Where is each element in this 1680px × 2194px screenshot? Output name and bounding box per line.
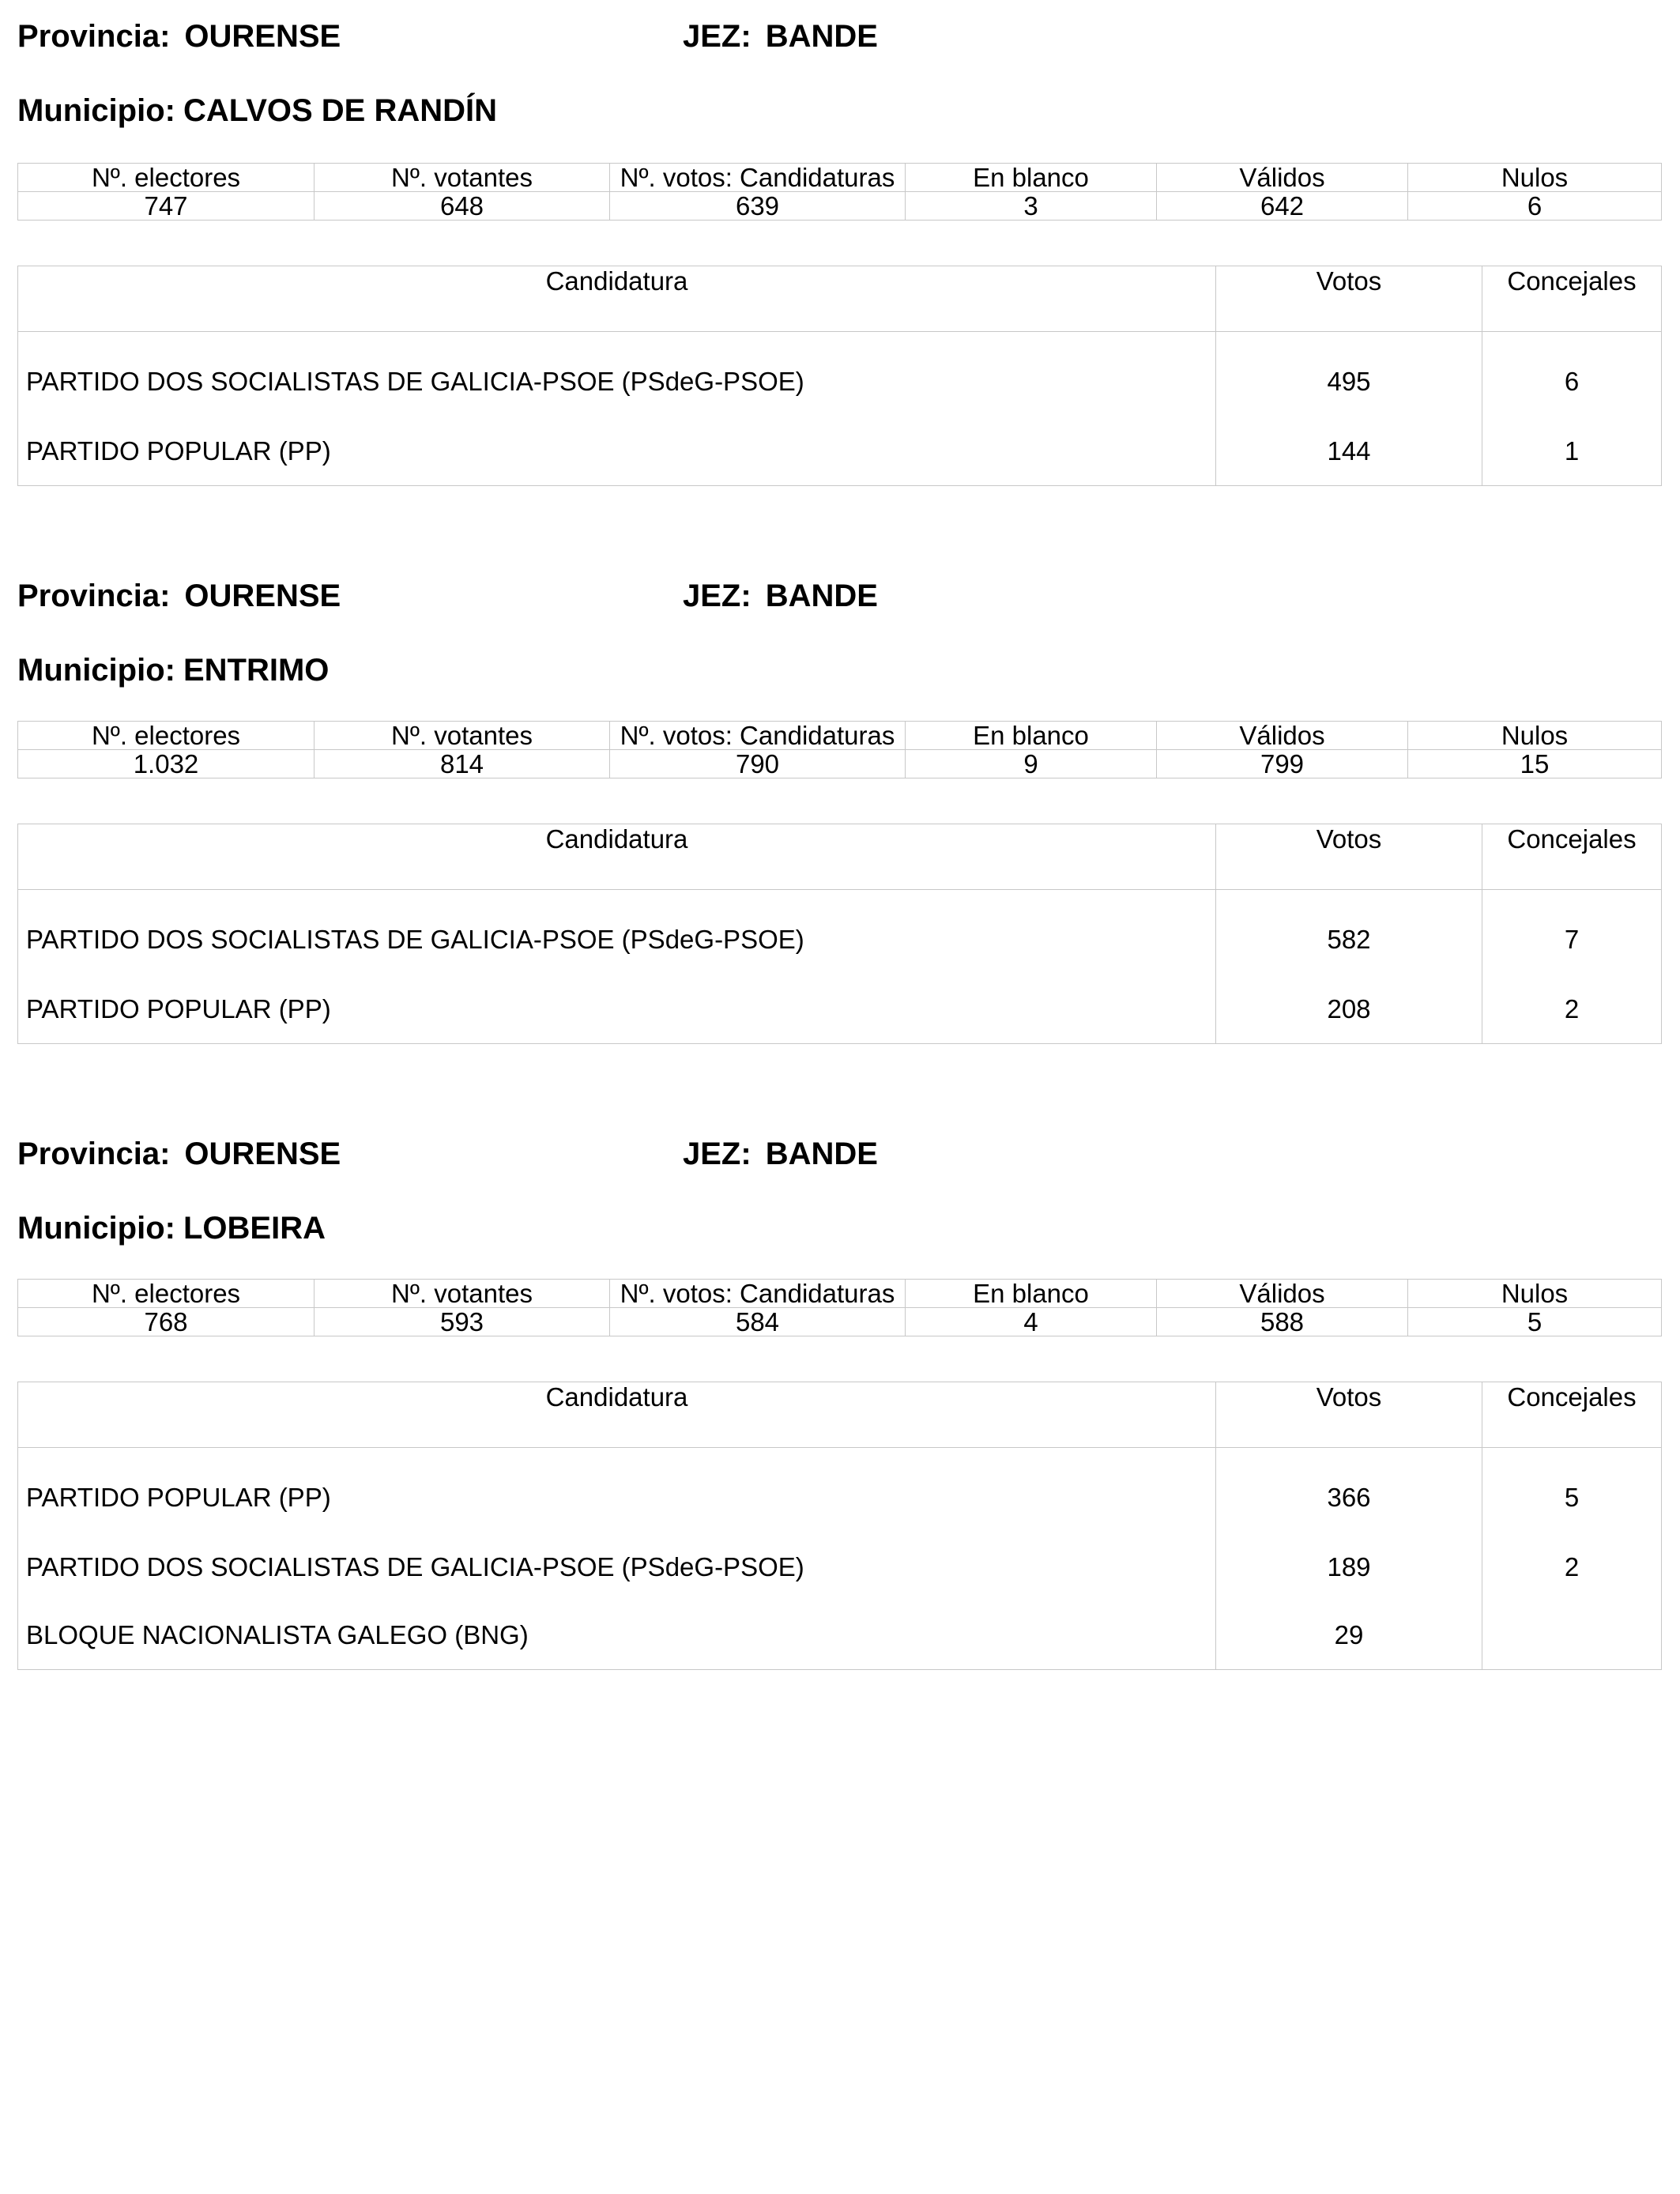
candidatura-concejales: 1 [1482,417,1662,486]
votantes-value: 814 [315,750,610,778]
jez-heading: JEZ: BANDE [683,579,878,613]
candidaturas-table [17,824,1662,1044]
nulos-value: 15 [1408,750,1662,778]
candidatura-votos: 582 [1216,890,1482,976]
electores-header: Nº. electores [18,722,315,750]
table-row [18,890,1662,976]
nulos-header: Nulos [1408,164,1662,192]
nulos-header: Nulos [1408,1280,1662,1308]
jez-value: BANDE [765,1137,878,1171]
summary-header-row [18,164,1662,192]
jez-heading: JEZ: BANDE [683,1137,878,1171]
validos-header: Válidos [1157,1280,1408,1308]
electores-value: 1.032 [18,750,315,778]
candidatura-concejales: 2 [1482,1533,1662,1601]
votantes-header: Nº. votantes [315,1280,610,1308]
votos-header: Votos [1216,824,1482,890]
candidatura-name: PARTIDO POPULAR (PP) [18,417,1216,486]
validos-value: 642 [1157,192,1408,221]
candidatura-concejales: 6 [1482,332,1662,418]
candidatura-name: PARTIDO POPULAR (PP) [18,975,1216,1044]
provincia-heading: Provincia: OURENSE [17,19,341,54]
candidaturas-table [17,1382,1662,1670]
municipio-heading: Municipio: LOBEIRA [17,1211,326,1246]
provincia-heading: Provincia: OURENSE [17,1137,341,1171]
candidaturas-header-row [18,824,1662,890]
jez-value: BANDE [765,579,878,613]
votos-candidaturas-header: Nº. votos: Candidaturas [610,722,906,750]
en-blanco-value: 3 [906,192,1157,221]
table-row [18,1448,1662,1534]
provincia-heading: Provincia: OURENSE [17,579,341,613]
summary-table [17,163,1662,221]
candidatura-votos: 208 [1216,975,1482,1044]
candidatura-name: PARTIDO POPULAR (PP) [18,1448,1216,1534]
en-blanco-header: En blanco [906,164,1157,192]
concejales-header: Concejales [1482,266,1662,332]
municipio-value: ENTRIMO [183,653,330,688]
candidaturas-table [17,266,1662,486]
summary-header-row [18,1280,1662,1308]
validos-header: Válidos [1157,164,1408,192]
summary-table [17,1279,1662,1336]
votos-header: Votos [1216,1382,1482,1448]
summary-header-row [18,722,1662,750]
electores-header: Nº. electores [18,164,315,192]
votantes-header: Nº. votantes [315,164,610,192]
electores-value: 747 [18,192,315,221]
table-row [18,417,1662,486]
candidatura-name: PARTIDO DOS SOCIALISTAS DE GALICIA-PSOE (PSdeG-PSOE) [18,332,1216,418]
candidaturas-header-row [18,266,1662,332]
nulos-value: 6 [1408,192,1662,221]
municipio-heading: Municipio: CALVOS DE RANDÍN [17,93,498,128]
votantes-value: 593 [315,1308,610,1336]
candidatura-header: Candidatura [18,266,1216,332]
candidatura-votos: 144 [1216,417,1482,486]
summary-value-row [18,192,1662,221]
municipio-value: CALVOS DE RANDÍN [183,93,498,128]
provincia-value: OURENSE [184,1137,341,1171]
votos-candidaturas-value: 790 [610,750,906,778]
candidatura-concejales: 7 [1482,890,1662,976]
table-row [18,975,1662,1044]
votos-candidaturas-header: Nº. votos: Candidaturas [610,164,906,192]
electores-value: 768 [18,1308,315,1336]
validos-value: 799 [1157,750,1408,778]
candidatura-header: Candidatura [18,824,1216,890]
en-blanco-header: En blanco [906,722,1157,750]
jez-heading: JEZ: BANDE [683,19,878,54]
candidatura-concejales: 5 [1482,1448,1662,1534]
summary-table [17,721,1662,778]
validos-value: 588 [1157,1308,1408,1336]
table-row [18,1601,1662,1670]
table-row [18,332,1662,418]
en-blanco-header: En blanco [906,1280,1157,1308]
municipio-value: LOBEIRA [183,1211,326,1246]
candidatura-votos: 29 [1216,1601,1482,1670]
nulos-value: 5 [1408,1308,1662,1336]
nulos-header: Nulos [1408,722,1662,750]
summary-value-row [18,750,1662,778]
en-blanco-value: 9 [906,750,1157,778]
votos-candidaturas-header: Nº. votos: Candidaturas [610,1280,906,1308]
votos-candidaturas-value: 584 [610,1308,906,1336]
provincia-value: OURENSE [184,19,341,54]
provincia-value: OURENSE [184,579,341,613]
electores-header: Nº. electores [18,1280,315,1308]
candidatura-header: Candidatura [18,1382,1216,1448]
votos-header: Votos [1216,266,1482,332]
votos-candidaturas-value: 639 [610,192,906,221]
candidatura-votos: 366 [1216,1448,1482,1534]
candidatura-name: PARTIDO DOS SOCIALISTAS DE GALICIA-PSOE (PSdeG-PSOE) [18,890,1216,976]
candidaturas-header-row [18,1382,1662,1448]
votantes-header: Nº. votantes [315,722,610,750]
concejales-header: Concejales [1482,824,1662,890]
municipio-heading: Municipio: ENTRIMO [17,653,330,688]
candidatura-name: PARTIDO DOS SOCIALISTAS DE GALICIA-PSOE (PSdeG-PSOE) [18,1533,1216,1601]
summary-value-row [18,1308,1662,1336]
jez-value: BANDE [765,19,878,54]
candidatura-concejales: 2 [1482,975,1662,1044]
candidatura-votos: 495 [1216,332,1482,418]
en-blanco-value: 4 [906,1308,1157,1336]
votantes-value: 648 [315,192,610,221]
concejales-header: Concejales [1482,1382,1662,1448]
candidatura-concejales [1482,1601,1662,1670]
validos-header: Válidos [1157,722,1408,750]
candidatura-votos: 189 [1216,1533,1482,1601]
table-row [18,1533,1662,1601]
candidatura-name: BLOQUE NACIONALISTA GALEGO (BNG) [18,1601,1216,1670]
